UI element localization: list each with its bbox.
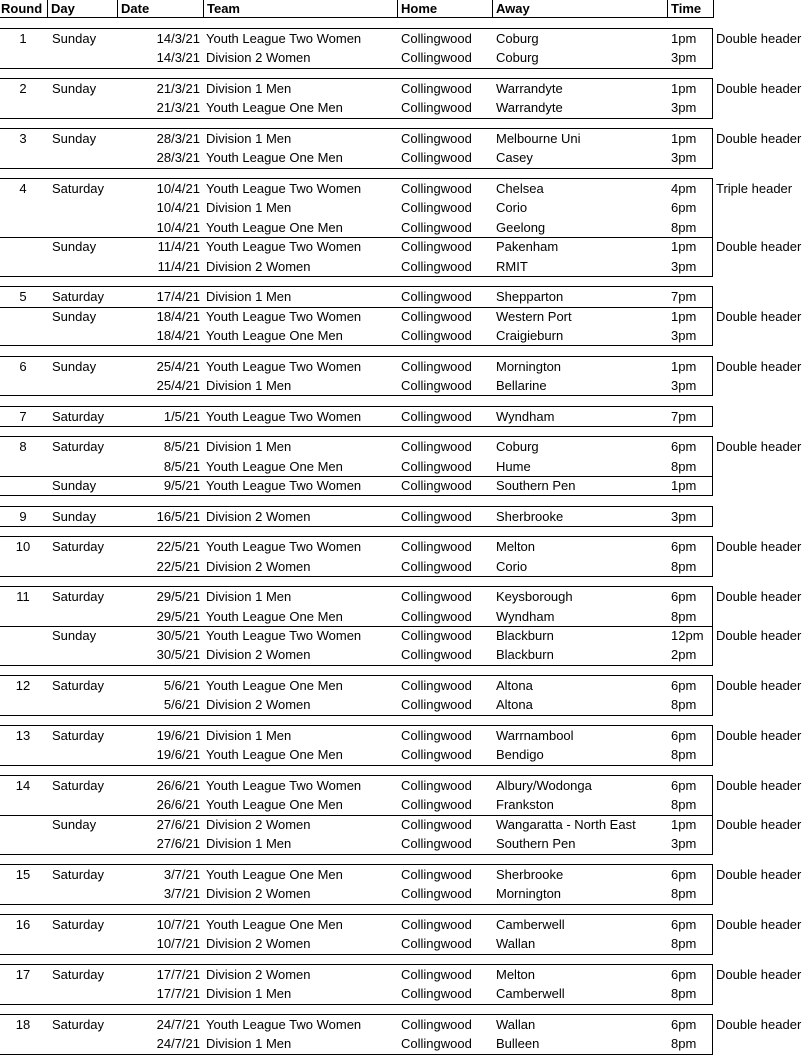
home-cell: Collingwood xyxy=(401,589,472,605)
home-cell: Collingwood xyxy=(401,628,472,643)
time-cell: 1pm xyxy=(671,81,697,96)
team-cell: Youth League Two Women xyxy=(206,358,362,374)
time-cell: 8pm xyxy=(671,747,697,763)
time-cell: 6pm xyxy=(671,439,697,455)
team-cell: Youth League One Men xyxy=(206,797,343,813)
home-cell: Collingwood xyxy=(401,558,472,574)
team-cell: Division 2 Women xyxy=(206,508,311,524)
date-cell: 11/4/21 xyxy=(157,258,200,274)
round-number: 3 xyxy=(19,131,27,146)
day-cell: Sunday xyxy=(52,239,97,255)
date-cell: 18/4/21 xyxy=(156,328,200,343)
round-number: 15 xyxy=(15,866,31,882)
header-away: Away xyxy=(492,0,667,18)
team-cell: Division 1 Men xyxy=(206,200,292,216)
day-cell: Saturday xyxy=(52,678,105,693)
team-cell: Youth League One Men xyxy=(206,678,343,693)
home-cell: Collingwood xyxy=(401,678,472,693)
time-cell: 12pm xyxy=(671,628,704,643)
home-cell: Collingwood xyxy=(401,1016,472,1032)
time-cell: 4pm xyxy=(671,181,697,196)
time-cell: 3pm xyxy=(671,150,697,166)
date-cell: 10/4/21 xyxy=(156,200,200,216)
header-note: Double header xyxy=(716,966,802,982)
day-cell: Saturday xyxy=(52,589,105,605)
away-cell: Pakenham xyxy=(496,239,559,255)
home-cell: Collingwood xyxy=(401,797,472,813)
header-note: Double header xyxy=(716,1016,802,1032)
round-number: 2 xyxy=(19,81,27,96)
home-cell: Collingwood xyxy=(401,747,472,763)
team-cell: Division 1 Men xyxy=(206,728,292,743)
away-cell: Altona xyxy=(496,697,533,713)
team-cell: Youth League One Men xyxy=(206,866,343,882)
header-note: Double header xyxy=(716,131,802,146)
date-cell: 17/7/21 xyxy=(156,986,200,1002)
date-cell: 18/4/21 xyxy=(156,308,200,324)
team-cell: Youth League Two Women xyxy=(206,308,362,324)
date-cell: 30/5/21 xyxy=(156,647,200,663)
away-cell: Sherbrooke xyxy=(496,866,564,882)
time-cell: 1pm xyxy=(671,239,697,255)
date-cell: 29/5/21 xyxy=(156,589,200,605)
date-cell: 27/6/21 xyxy=(156,836,200,852)
date-cell: 21/3/21 xyxy=(156,100,200,116)
time-cell: 3pm xyxy=(671,258,697,274)
date-cell: 28/3/21 xyxy=(156,131,200,146)
day-cell: Sunday xyxy=(52,31,97,46)
home-cell: Collingwood xyxy=(401,439,472,455)
date-cell: 22/5/21 xyxy=(156,558,200,574)
date-cell: 27/6/21 xyxy=(156,816,200,832)
time-cell: 6pm xyxy=(671,916,697,932)
team-cell: Youth League Two Women xyxy=(206,539,362,555)
away-cell: Altona xyxy=(496,678,533,693)
team-cell: Youth League Two Women xyxy=(206,181,362,196)
team-cell: Division 2 Women xyxy=(206,816,311,832)
round-block xyxy=(0,675,713,716)
header-note: Double header xyxy=(716,308,802,324)
date-cell: 16/5/21 xyxy=(156,508,200,524)
time-cell: 6pm xyxy=(671,200,697,216)
round-number: 8 xyxy=(19,439,27,455)
header-note: Double header xyxy=(716,439,802,455)
round-number: 11 xyxy=(16,589,30,605)
away-cell: Wyndham xyxy=(496,408,555,424)
round-number: 12 xyxy=(15,678,31,693)
date-cell: 25/4/21 xyxy=(156,378,200,393)
team-cell: Division 1 Men xyxy=(206,81,292,96)
time-cell: 6pm xyxy=(671,539,697,555)
team-cell: Division 2 Women xyxy=(206,936,311,952)
home-cell: Collingwood xyxy=(401,131,472,146)
header-note: Double header xyxy=(716,728,802,743)
time-cell: 8pm xyxy=(671,986,697,1002)
time-cell: 8pm xyxy=(671,1036,697,1052)
date-cell: 8/5/21 xyxy=(163,458,200,474)
day-cell: Saturday xyxy=(52,1016,105,1032)
away-cell: Albury/Wodonga xyxy=(496,778,592,793)
header-note: Double header xyxy=(716,358,802,374)
day-cell: Saturday xyxy=(52,778,105,793)
day-cell: Saturday xyxy=(52,916,105,932)
away-cell: Wallan xyxy=(496,1016,536,1032)
away-cell: Coburg xyxy=(496,50,539,66)
home-cell: Collingwood xyxy=(401,150,472,166)
away-cell: Southern Pen xyxy=(496,478,576,493)
team-cell: Youth League Two Women xyxy=(206,628,362,643)
date-cell: 1/5/21 xyxy=(163,408,200,424)
away-cell: Corio xyxy=(496,200,528,216)
time-cell: 3pm xyxy=(671,328,697,343)
time-cell: 8pm xyxy=(671,697,697,713)
date-cell: 19/6/21 xyxy=(156,747,200,763)
home-cell: Collingwood xyxy=(401,697,472,713)
time-cell: 8pm xyxy=(671,886,697,902)
home-cell: Collingwood xyxy=(401,478,472,493)
team-cell: Youth League One Men xyxy=(206,219,343,235)
home-cell: Collingwood xyxy=(401,916,472,932)
round-number: 6 xyxy=(19,358,27,374)
time-cell: 3pm xyxy=(671,508,697,524)
away-cell: Camberwell xyxy=(496,916,565,932)
date-cell: 30/5/21 xyxy=(156,628,200,643)
away-cell: Camberwell xyxy=(496,986,565,1002)
round-block xyxy=(0,78,713,119)
round-block xyxy=(0,128,713,169)
away-cell: Keysborough xyxy=(496,589,573,605)
time-cell: 6pm xyxy=(671,728,697,743)
date-cell: 17/4/21 xyxy=(156,289,200,305)
home-cell: Collingwood xyxy=(401,508,472,524)
time-cell: 3pm xyxy=(671,836,697,852)
time-cell: 6pm xyxy=(671,678,697,693)
team-cell: Division 2 Women xyxy=(206,258,311,274)
day-cell: Saturday xyxy=(52,181,105,196)
team-cell: Youth League One Men xyxy=(206,458,343,474)
day-cell: Sunday xyxy=(52,628,97,643)
round-number: 18 xyxy=(15,1016,31,1032)
header-team: Team xyxy=(203,0,397,18)
round-block xyxy=(0,506,713,527)
header-note: Triple header xyxy=(716,181,793,196)
date-cell: 5/6/21 xyxy=(163,697,200,713)
round-block xyxy=(0,914,713,955)
time-cell: 1pm xyxy=(671,358,697,374)
time-cell: 6pm xyxy=(671,966,697,982)
away-cell: Hume xyxy=(496,458,531,474)
day-cell: Saturday xyxy=(52,966,105,982)
away-cell: Casey xyxy=(496,150,533,166)
away-cell: Shepparton xyxy=(496,289,564,305)
team-cell: Division 2 Women xyxy=(206,558,311,574)
date-cell: 3/7/21 xyxy=(163,886,200,902)
date-cell: 10/4/21 xyxy=(156,181,200,196)
header-note: Double header xyxy=(716,778,802,793)
round-number: 1 xyxy=(19,31,27,46)
away-cell: Sherbrooke xyxy=(496,508,564,524)
round-block xyxy=(0,964,713,1005)
header-note: Double header xyxy=(716,916,802,932)
team-cell: Youth League Two Women xyxy=(206,778,362,793)
round-number: 4 xyxy=(19,181,27,196)
date-cell: 22/5/21 xyxy=(156,539,200,555)
round-number: 17 xyxy=(15,966,31,982)
time-cell: 1pm xyxy=(671,308,697,324)
away-cell: Western Port xyxy=(496,308,572,324)
date-cell: 5/6/21 xyxy=(163,678,200,693)
home-cell: Collingwood xyxy=(401,1036,472,1052)
header-note: Double header xyxy=(716,678,802,693)
home-cell: Collingwood xyxy=(401,408,472,424)
team-cell: Youth League One Men xyxy=(206,747,343,763)
time-cell: 1pm xyxy=(671,478,697,493)
day-cell: Sunday xyxy=(52,358,97,374)
team-cell: Youth League Two Women xyxy=(206,1016,362,1032)
date-cell: 14/3/21 xyxy=(156,31,200,46)
header-date: Date xyxy=(117,0,203,18)
date-cell: 21/3/21 xyxy=(156,81,200,96)
day-cell: Saturday xyxy=(52,866,105,882)
round-block xyxy=(0,725,713,766)
home-cell: Collingwood xyxy=(401,31,472,46)
team-cell: Youth League One Men xyxy=(206,328,343,343)
away-cell: Geelong xyxy=(496,219,546,235)
day-cell: Saturday xyxy=(52,539,105,555)
date-cell: 25/4/21 xyxy=(156,358,200,374)
away-cell: Warrnambool xyxy=(496,728,574,743)
time-cell: 7pm xyxy=(671,289,697,305)
round-number: 14 xyxy=(15,778,31,793)
away-cell: Warrandyte xyxy=(496,81,563,96)
away-cell: Melton xyxy=(496,966,536,982)
home-cell: Collingwood xyxy=(401,886,472,902)
home-cell: Collingwood xyxy=(401,836,472,852)
round-number: 13 xyxy=(15,728,31,743)
date-cell: 14/3/21 xyxy=(156,50,200,66)
away-cell: Mornington xyxy=(496,886,562,902)
header-note: Double header xyxy=(716,31,802,46)
away-cell: Mornington xyxy=(496,358,562,374)
home-cell: Collingwood xyxy=(401,986,472,1002)
header-note: Double header xyxy=(716,239,802,255)
away-cell: Wangaratta - North East xyxy=(496,816,636,832)
date-cell: 24/7/21 xyxy=(156,1036,200,1052)
home-cell: Collingwood xyxy=(401,866,472,882)
away-cell: Corio xyxy=(496,558,528,574)
header-note: Double header xyxy=(716,628,802,643)
team-cell: Youth League Two Women xyxy=(206,408,362,424)
team-cell: Division 1 Men xyxy=(206,1036,292,1052)
away-cell: Blackburn xyxy=(496,647,554,663)
round-number: 16 xyxy=(15,916,31,932)
away-cell: Melton xyxy=(496,539,536,555)
day-cell: Sunday xyxy=(52,816,97,832)
team-cell: Youth League One Men xyxy=(206,100,343,116)
header-time: Time xyxy=(667,0,714,18)
round-number: 9 xyxy=(19,508,27,524)
home-cell: Collingwood xyxy=(401,778,472,793)
date-cell: 10/7/21 xyxy=(156,916,200,932)
header-day: Day xyxy=(47,0,117,18)
away-cell: RMIT xyxy=(496,258,528,274)
away-cell: Chelsea xyxy=(496,181,544,196)
time-cell: 8pm xyxy=(671,558,697,574)
round-number: 5 xyxy=(19,289,27,305)
team-cell: Division 2 Women xyxy=(206,697,311,713)
team-cell: Youth League Two Women xyxy=(206,239,362,255)
team-cell: Youth League One Men xyxy=(206,916,343,932)
day-cell: Sunday xyxy=(52,131,97,146)
home-cell: Collingwood xyxy=(401,816,472,832)
time-cell: 8pm xyxy=(671,797,697,813)
date-cell: 19/6/21 xyxy=(156,728,200,743)
home-cell: Collingwood xyxy=(401,966,472,982)
team-cell: Division 1 Men xyxy=(206,589,292,605)
date-cell: 17/7/21 xyxy=(156,966,200,982)
team-cell: Youth League Two Women xyxy=(206,478,362,493)
home-cell: Collingwood xyxy=(401,219,472,235)
time-cell: 8pm xyxy=(671,608,697,624)
time-cell: 2pm xyxy=(671,647,697,663)
date-cell: 24/7/21 xyxy=(156,1016,200,1032)
time-cell: 6pm xyxy=(671,1016,697,1032)
day-cell: Sunday xyxy=(52,508,97,524)
time-cell: 6pm xyxy=(671,778,697,793)
away-cell: Bendigo xyxy=(496,747,544,763)
date-cell: 10/4/21 xyxy=(156,219,200,235)
home-cell: Collingwood xyxy=(401,308,472,324)
header-note: Double header xyxy=(716,539,802,555)
home-cell: Collingwood xyxy=(401,328,472,343)
header-note: Double header xyxy=(716,589,802,605)
time-cell: 1pm xyxy=(671,816,697,832)
header-note: Double header xyxy=(716,81,802,96)
away-cell: Coburg xyxy=(496,31,539,46)
home-cell: Collingwood xyxy=(401,458,472,474)
away-cell: Craigieburn xyxy=(496,328,564,343)
away-cell: Bellarine xyxy=(496,378,547,393)
day-cell: Saturday xyxy=(52,439,105,455)
home-cell: Collingwood xyxy=(401,608,472,624)
home-cell: Collingwood xyxy=(401,728,472,743)
home-cell: Collingwood xyxy=(401,81,472,96)
time-cell: 3pm xyxy=(671,100,697,116)
team-cell: Division 2 Women xyxy=(206,886,311,902)
time-cell: 8pm xyxy=(671,219,697,235)
away-cell: Warrandyte xyxy=(496,100,563,116)
day-cell: Saturday xyxy=(52,289,105,305)
team-cell: Division 1 Men xyxy=(206,439,292,455)
day-cell: Saturday xyxy=(52,728,105,743)
team-cell: Division 2 Women xyxy=(206,966,311,982)
day-cell: Sunday xyxy=(52,308,97,324)
home-cell: Collingwood xyxy=(401,200,472,216)
round-block xyxy=(0,864,713,905)
team-cell: Division 1 Men xyxy=(206,986,292,1002)
home-cell: Collingwood xyxy=(401,100,472,116)
team-cell: Division 1 Men xyxy=(206,378,292,393)
home-cell: Collingwood xyxy=(401,358,472,374)
time-cell: 7pm xyxy=(671,408,697,424)
date-cell: 10/7/21 xyxy=(156,936,200,952)
home-cell: Collingwood xyxy=(401,258,472,274)
home-cell: Collingwood xyxy=(401,539,472,555)
date-cell: 11/4/21 xyxy=(157,239,200,255)
date-cell: 29/5/21 xyxy=(156,608,200,624)
away-cell: Wallan xyxy=(496,936,536,952)
away-cell: Frankston xyxy=(496,797,554,813)
home-cell: Collingwood xyxy=(401,50,472,66)
team-cell: Youth League One Men xyxy=(206,608,343,624)
header-round: Round xyxy=(0,0,47,18)
date-cell: 26/6/21 xyxy=(156,778,200,793)
team-cell: Division 2 Women xyxy=(206,50,311,66)
team-cell: Division 2 Women xyxy=(206,647,311,663)
day-cell: Sunday xyxy=(52,81,97,96)
day-cell: Saturday xyxy=(52,408,105,424)
away-cell: Blackburn xyxy=(496,628,554,643)
time-cell: 3pm xyxy=(671,50,697,66)
date-cell: 9/5/21 xyxy=(163,478,200,493)
team-cell: Youth League Two Women xyxy=(206,31,362,46)
home-cell: Collingwood xyxy=(401,378,472,393)
date-cell: 3/7/21 xyxy=(163,866,200,882)
date-cell: 28/3/21 xyxy=(156,150,200,166)
date-cell: 26/6/21 xyxy=(156,797,200,813)
date-cell: 8/5/21 xyxy=(163,439,200,455)
round-number: 10 xyxy=(15,539,31,555)
team-cell: Division 1 Men xyxy=(206,836,292,852)
home-cell: Collingwood xyxy=(401,181,472,196)
header-note: Double header xyxy=(716,816,802,832)
away-cell: Wyndham xyxy=(496,608,555,624)
time-cell: 1pm xyxy=(671,31,697,46)
away-cell: Southern Pen xyxy=(496,836,576,852)
time-cell: 8pm xyxy=(671,936,697,952)
time-cell: 6pm xyxy=(671,589,697,605)
team-cell: Division 1 Men xyxy=(206,289,292,305)
header-note: Double header xyxy=(716,866,802,882)
time-cell: 6pm xyxy=(671,866,697,882)
home-cell: Collingwood xyxy=(401,936,472,952)
home-cell: Collingwood xyxy=(401,647,472,663)
time-cell: 8pm xyxy=(671,458,697,474)
time-cell: 1pm xyxy=(671,131,697,146)
round-number: 7 xyxy=(19,408,27,424)
home-cell: Collingwood xyxy=(401,289,472,305)
away-cell: Melbourne Uni xyxy=(496,131,581,146)
team-cell: Youth League One Men xyxy=(206,150,343,166)
away-cell: Bulleen xyxy=(496,1036,540,1052)
team-cell: Division 1 Men xyxy=(206,131,292,146)
day-cell: Sunday xyxy=(52,478,97,493)
home-cell: Collingwood xyxy=(401,239,472,255)
away-cell: Coburg xyxy=(496,439,539,455)
header-home: Home xyxy=(397,0,492,18)
time-cell: 3pm xyxy=(671,378,697,393)
